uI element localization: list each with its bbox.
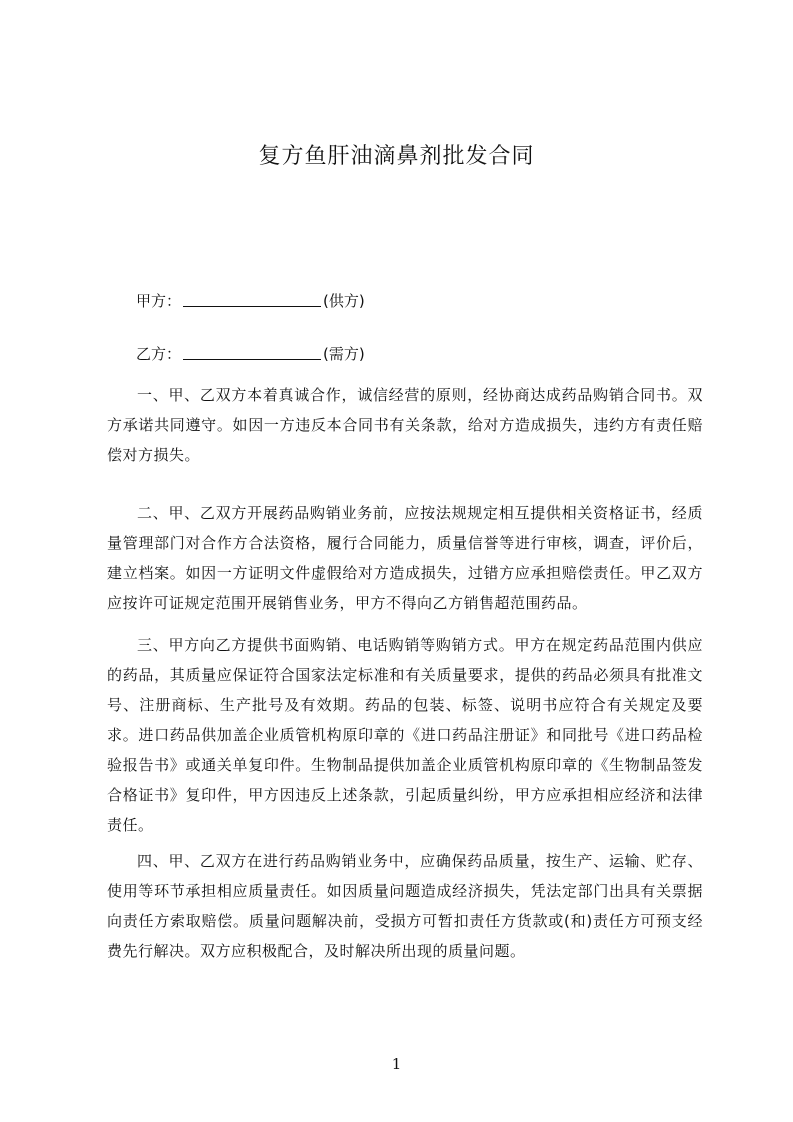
party-b-label: 乙方： <box>136 345 182 363</box>
party-b-role: (需方) <box>323 345 365 363</box>
party-a-line <box>136 290 365 312</box>
document-title: 复方鱼肝油滴鼻剂批发合同 <box>258 144 535 169</box>
clause-2: 二、甲、乙双方开展药品购销业务前，应按法规规定相互提供相关资格证书，经质量管理部门对合作方合法资格，履行合同能力，质量信誉等进行审核，调查，评价后，建立档案。如因一方证明文件虚假给对方造成损失，过错方应承担赔偿责任。甲乙双方应按许可证规定范围开展销售业务，甲方不得向乙方销售超范围药品。 <box>107 504 703 612</box>
page-number: 1 <box>391 1055 402 1073</box>
clause-4: 四、甲、乙双方在进行药品购销业务中，应确保药品质量，按生产、运输、贮存、使用等环节承担相应质量责任。如因质量问题造成经济损失，凭法定部门出具有关票据向责任方索取赔偿。质量问题解决前，受损方可暂扣责任方货款或(和)责任方可预支经费先行解决。双方应积极配合，及时解决所出现的质量问题。 <box>107 852 703 960</box>
clause-3: 三、甲方向乙方提供书面购销、电话购销等购销方式。甲方在规定药品范围内供应的药品，其质量应保证符合国家法定标准和有关质量要求，提供的药品必须具有批准文号、注册商标、生产批号及有效期。药品的包装、标签、说明书应符合有关规定及要求。进口药品供加盖企业质管机构原印章的《进口药品注册证》和同批号《进口药品检验报告书》或通关单复印件。生物制品提供加盖企业质管机构原印章的《生物制品签发合格证书》复印件，甲方因违反上述条款，引起质量纠纷，甲方应承担相应经济和法律责任。 <box>107 636 703 834</box>
party-a-label: 甲方： <box>136 292 182 310</box>
party-b-blank <box>183 344 321 360</box>
clause-1: 一、甲、乙双方本着真诚合作，诚信经营的原则，经协商达成药品购销合同书。双方承诺共同遵守。如因一方违反本合同书有关条款，给对方造成损失，违约方有责任赔偿对方损失。 <box>107 386 703 464</box>
party-a-role: (供方) <box>323 292 365 310</box>
party-a-blank <box>183 291 321 307</box>
party-b-line <box>136 343 365 365</box>
